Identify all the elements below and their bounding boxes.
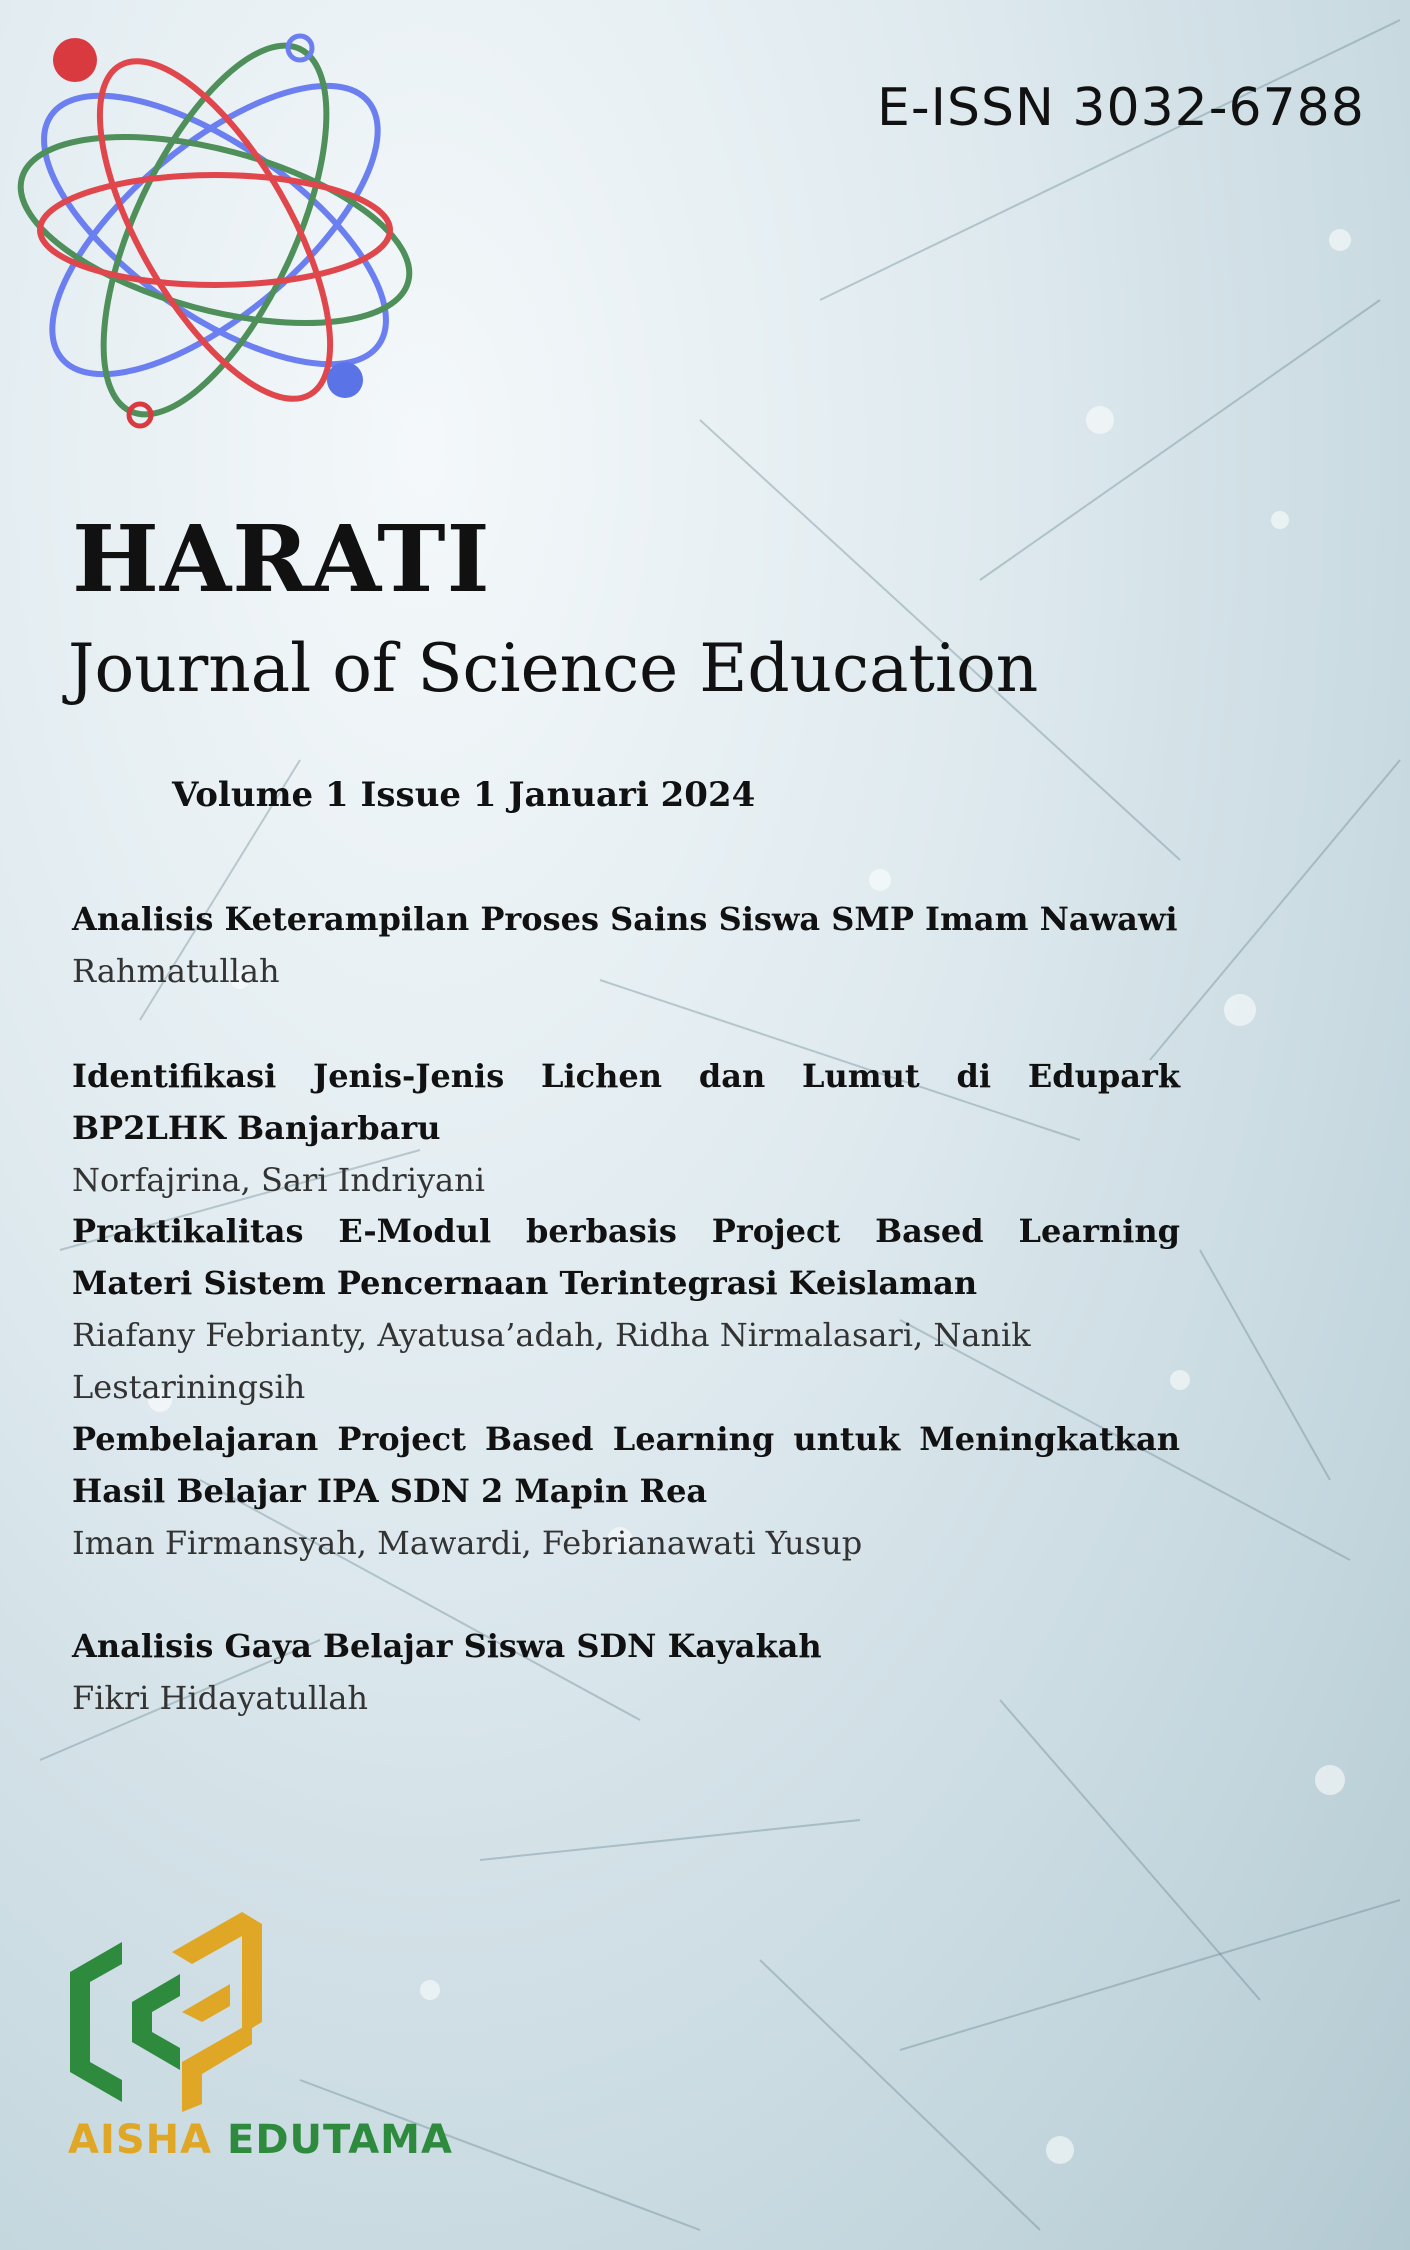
article-entry (72, 893, 1180, 997)
article-title: Pembelajaran Project Based Learning untuk Meningkatkan Hasil Belajar IPA SDN 2 Mapin Rea (72, 1420, 1180, 1510)
publisher-name-part1: AISHA (68, 2117, 213, 2163)
article-authors: Rahmatullah (72, 952, 280, 990)
article-title: Analisis Keterampilan Proses Sains Siswa SMP Imam Nawawi (72, 900, 1178, 938)
journal-subtitle: Journal of Science Education (68, 630, 1039, 707)
volume-issue: Volume 1 Issue 1 Januari 2024 (172, 775, 756, 815)
article-authors: Iman Firmansyah, Mawardi, Febrianawati Yusup (72, 1524, 863, 1562)
publisher-name-part2: EDUTAMA (227, 2117, 453, 2163)
article-title: Praktikalitas E-Modul berbasis Project Based Learning Materi Sistem Pencernaan Terintegrasi Keislaman (72, 1212, 1180, 1302)
article-authors: Fikri Hidayatullah (72, 1679, 369, 1717)
publisher-logo-icon (62, 1912, 282, 2112)
issn-label: E-ISSN 3032-6788 (877, 78, 1365, 138)
article-entry (72, 1050, 1180, 1206)
article-entry (72, 1620, 1180, 1724)
article-entry (72, 1205, 1180, 1413)
article-authors: Norfajrina, Sari Indriyani (72, 1161, 485, 1199)
article-entry (72, 1413, 1180, 1569)
article-title: Analisis Gaya Belajar Siswa SDN Kayakah (72, 1627, 822, 1665)
publisher-name (68, 2117, 453, 2163)
atom-icon (5, 0, 425, 470)
journal-title: HARATI (72, 505, 491, 613)
article-authors: Riafany Febrianty, Ayatusa’adah, Ridha Nirmalasari, Nanik Lestariningsih (72, 1316, 1031, 1406)
article-title: Identifikasi Jenis-Jenis Lichen dan Lumut di Edupark BP2LHK Banjarbaru (72, 1057, 1180, 1147)
